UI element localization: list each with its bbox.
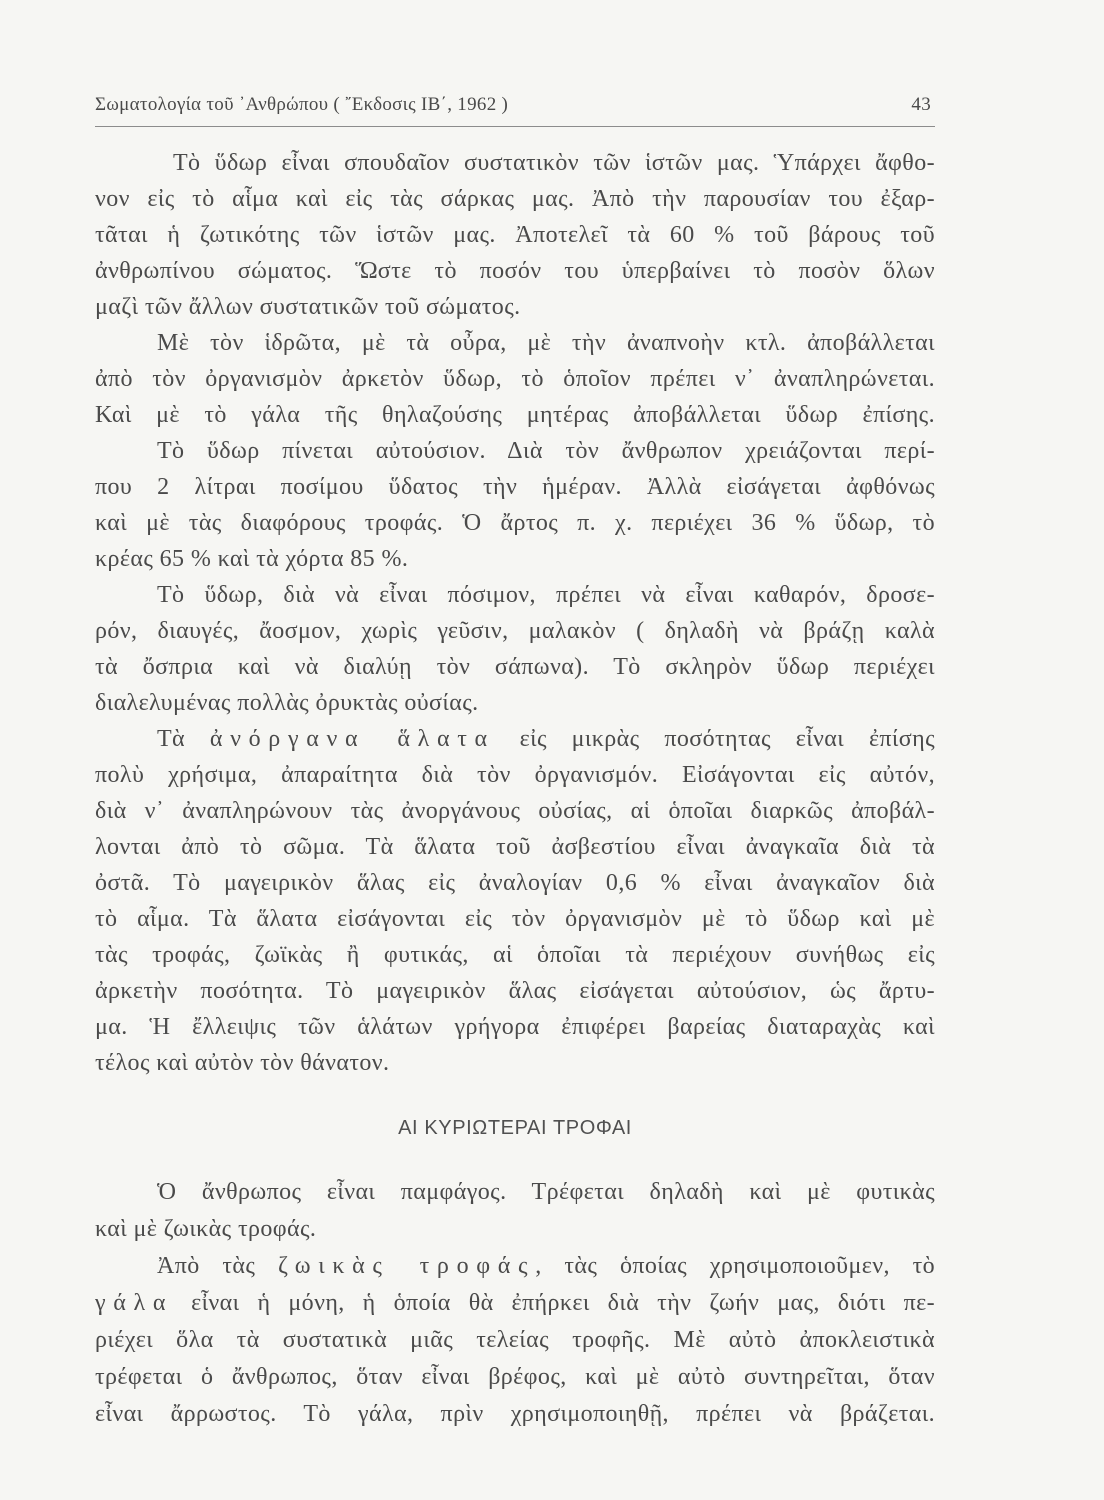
text-line: μα. Ἡ ἔλλειψις τῶν ἁλάτων γρήγορα ἐπιφέρει βαρείας διαταραχὰς καὶ bbox=[95, 1014, 935, 1040]
text-run: εἶναι ἡ μόνη, ἡ ὁποία θὰ ἐπήρκει διὰ τὴν ζωήν μας, διότι πε- bbox=[173, 1290, 935, 1316]
paragraph bbox=[95, 433, 935, 577]
paragraph bbox=[95, 145, 935, 325]
text-line: Ὁ ἄνθρωπος εἶναι παμφάγος. Τρέφεται δηλαδὴ καὶ μὲ φυτικὰς bbox=[157, 1179, 935, 1205]
text-block-lower bbox=[95, 1174, 935, 1433]
text-line: τᾶται ἡ ζωτικότης τῶν ἱστῶν μας. Ἀποτελεῖ τὰ 60 % τοῦ βάρους τοῦ bbox=[95, 222, 935, 248]
text-line: ριέχει ὅλα τὰ συστατικὰ μιᾶς τελείας τροφῆς. Μὲ αὐτὸ ἀποκλειστικὰ bbox=[95, 1327, 935, 1353]
text-line: κρέας 65 % καὶ τὰ χόρτα 85 %. bbox=[95, 546, 409, 572]
text-line: καὶ μὲ ζωικὰς τροφάς. bbox=[95, 1216, 317, 1242]
text-line: τέλος καὶ αὐτὸν τὸν θάνατον. bbox=[95, 1050, 390, 1076]
text-run: Ἀπὸ τὰς bbox=[157, 1253, 279, 1279]
text-line bbox=[95, 1248, 935, 1285]
text-line bbox=[95, 721, 935, 757]
text-line: ρόν, διαυγές, ἄοσμον, χωρὶς γεῦσιν, μαλακὸν ( δηλαδὴ νὰ βράζῃ καλὰ bbox=[95, 618, 935, 644]
text-run: , τὰς ὁποίας χρησιμοποιοῦμεν, τὸ bbox=[535, 1253, 935, 1279]
text-line: ἀπὸ τὸν ὀργανισμὸν ἀρκετὸν ὕδωρ, τὸ ὁποῖον πρέπει ν᾿ ἀναπληρώνεται. bbox=[95, 366, 935, 392]
text-block-upper bbox=[95, 145, 935, 1081]
text-line: Τὸ ὕδωρ εἶναι σπουδαῖον συστατικὸν τῶν ἱστῶν μας. Ὑπάρχει ἄφθο- bbox=[173, 150, 935, 176]
text-line: τὰ ὄσπρια καὶ νὰ διαλύῃ τὸν σάπωνα). Τὸ σκληρὸν ὕδωρ περιέχει bbox=[95, 654, 935, 680]
text-line: νον εἰς τὸ αἷμα καὶ εἰς τὰς σάρκας μας. Ἀπὸ τὴν παρουσίαν του ἐξαρ- bbox=[95, 186, 935, 212]
text-line: ἀνθρωπίνου σώματος. Ὥστε τὸ ποσόν του ὑπερβαίνει τὸ ποσὸν ὅλων bbox=[95, 258, 935, 284]
text-line: Καὶ μὲ τὸ γάλα τῆς θηλαζούσης μητέρας ἀποβάλλεται ὕδωρ ἐπίσης. bbox=[95, 402, 935, 428]
text-line: διὰ ν᾿ ἀναπληρώνουν τὰς ἀνοργάνους οὐσίας, αἱ ὁποῖαι διαρκῶς ἀποβάλ- bbox=[95, 798, 935, 824]
text-line: που 2 λίτραι ποσίμου ὕδατος τὴν ἡμέραν. Ἀλλὰ εἰσάγεται ἀφθόνως bbox=[95, 474, 935, 500]
text-line: τρέφεται ὁ ἄνθρωπος, ὅταν εἶναι βρέφος, καὶ μὲ αὐτὸ συντηρεῖται, ὅταν bbox=[95, 1364, 935, 1390]
page-number: 43 bbox=[911, 94, 931, 115]
text-run: εἰς μικρὰς ποσότητας εἶναι ἐπίσης bbox=[494, 726, 935, 752]
text-line: τὸ αἷμα. Τὰ ἅλατα εἰσάγονται εἰς τὸν ὀργανισμὸν μὲ τὸ ὕδωρ καὶ μὲ bbox=[95, 906, 935, 932]
emphasis-spaced: γάλα bbox=[95, 1290, 174, 1316]
text-line: ἀρκετὴν ποσότητα. Τὸ μαγειρικὸν ἅλας εἰσάγεται αὐτούσιον, ὡς ἄρτυ- bbox=[95, 978, 935, 1004]
paragraph bbox=[95, 721, 935, 1081]
text-line: Τὸ ὕδωρ πίνεται αὐτούσιον. Διὰ τὸν ἄνθρωπον χρειάζονται περί- bbox=[157, 438, 935, 464]
running-header bbox=[95, 90, 935, 120]
text-line bbox=[95, 1285, 935, 1322]
text-line: εἶναι ἄρρωστος. Τὸ γάλα, πρὶν χρησιμοποιηθῇ, πρέπει νὰ βράζεται. bbox=[95, 1401, 935, 1427]
text-line: τὰς τροφάς, ζωϊκὰς ἢ φυτικάς, αἱ ὁποῖαι τὰ περιέχουν συνήθως εἰς bbox=[95, 942, 935, 968]
text-line: καὶ μὲ τὰς διαφόρους τροφάς. Ὁ ἄρτος π. χ. περιέχει 36 % ὕδωρ, τὸ bbox=[95, 510, 935, 536]
section-heading: ΑΙ ΚΥΡΙΩΤΕΡΑΙ ΤΡΟΦΑΙ bbox=[398, 1117, 632, 1139]
text-run: Τὰ bbox=[157, 726, 210, 752]
text-line: Μὲ τὸν ἱδρῶτα, μὲ τὰ οὖρα, μὲ τὴν ἀναπνοὴν κτλ. ἀποβάλλεται bbox=[157, 330, 935, 356]
paragraph bbox=[95, 1174, 935, 1248]
header-rule bbox=[95, 126, 935, 127]
paragraph bbox=[95, 577, 935, 721]
text-line: λονται ἀπὸ τὸ σῶμα. Τὰ ἅλατα τοῦ ἀσβεστίου εἶναι ἀναγκαῖα διὰ τὰ bbox=[95, 834, 935, 860]
paragraph bbox=[95, 325, 935, 433]
emphasis-spaced: ζωικὰς τροφάς bbox=[278, 1253, 536, 1279]
text-line: ὀστᾶ. Τὸ μαγειρικὸν ἅλας εἰς ἀναλογίαν 0,6 % εἶναι ἀναγκαῖον διὰ bbox=[95, 870, 935, 896]
paragraph bbox=[95, 1248, 935, 1433]
text-line: πολὺ χρήσιμα, ἀπαραίτητα διὰ τὸν ὀργανισμόν. Εἰσάγονται εἰς αὐτόν, bbox=[95, 762, 935, 788]
emphasis-spaced: ἀνόργανα ἅλατα bbox=[209, 726, 495, 752]
text-line: διαλελυμένας πολλὰς ὀρυκτὰς οὐσίας. bbox=[95, 690, 479, 716]
text-line: μαζὶ τῶν ἄλλων συστατικῶν τοῦ σώματος. bbox=[95, 294, 521, 320]
running-title: Σωματολογία τοῦ ᾿Ανθρώπου ( ῎Εκδοσις ΙΒ΄, 1962 ) bbox=[95, 94, 509, 115]
text-line: Τὸ ὕδωρ, διὰ νὰ εἶναι πόσιμον, πρέπει νὰ εἶναι καθαρόν, δροσε- bbox=[157, 582, 935, 608]
